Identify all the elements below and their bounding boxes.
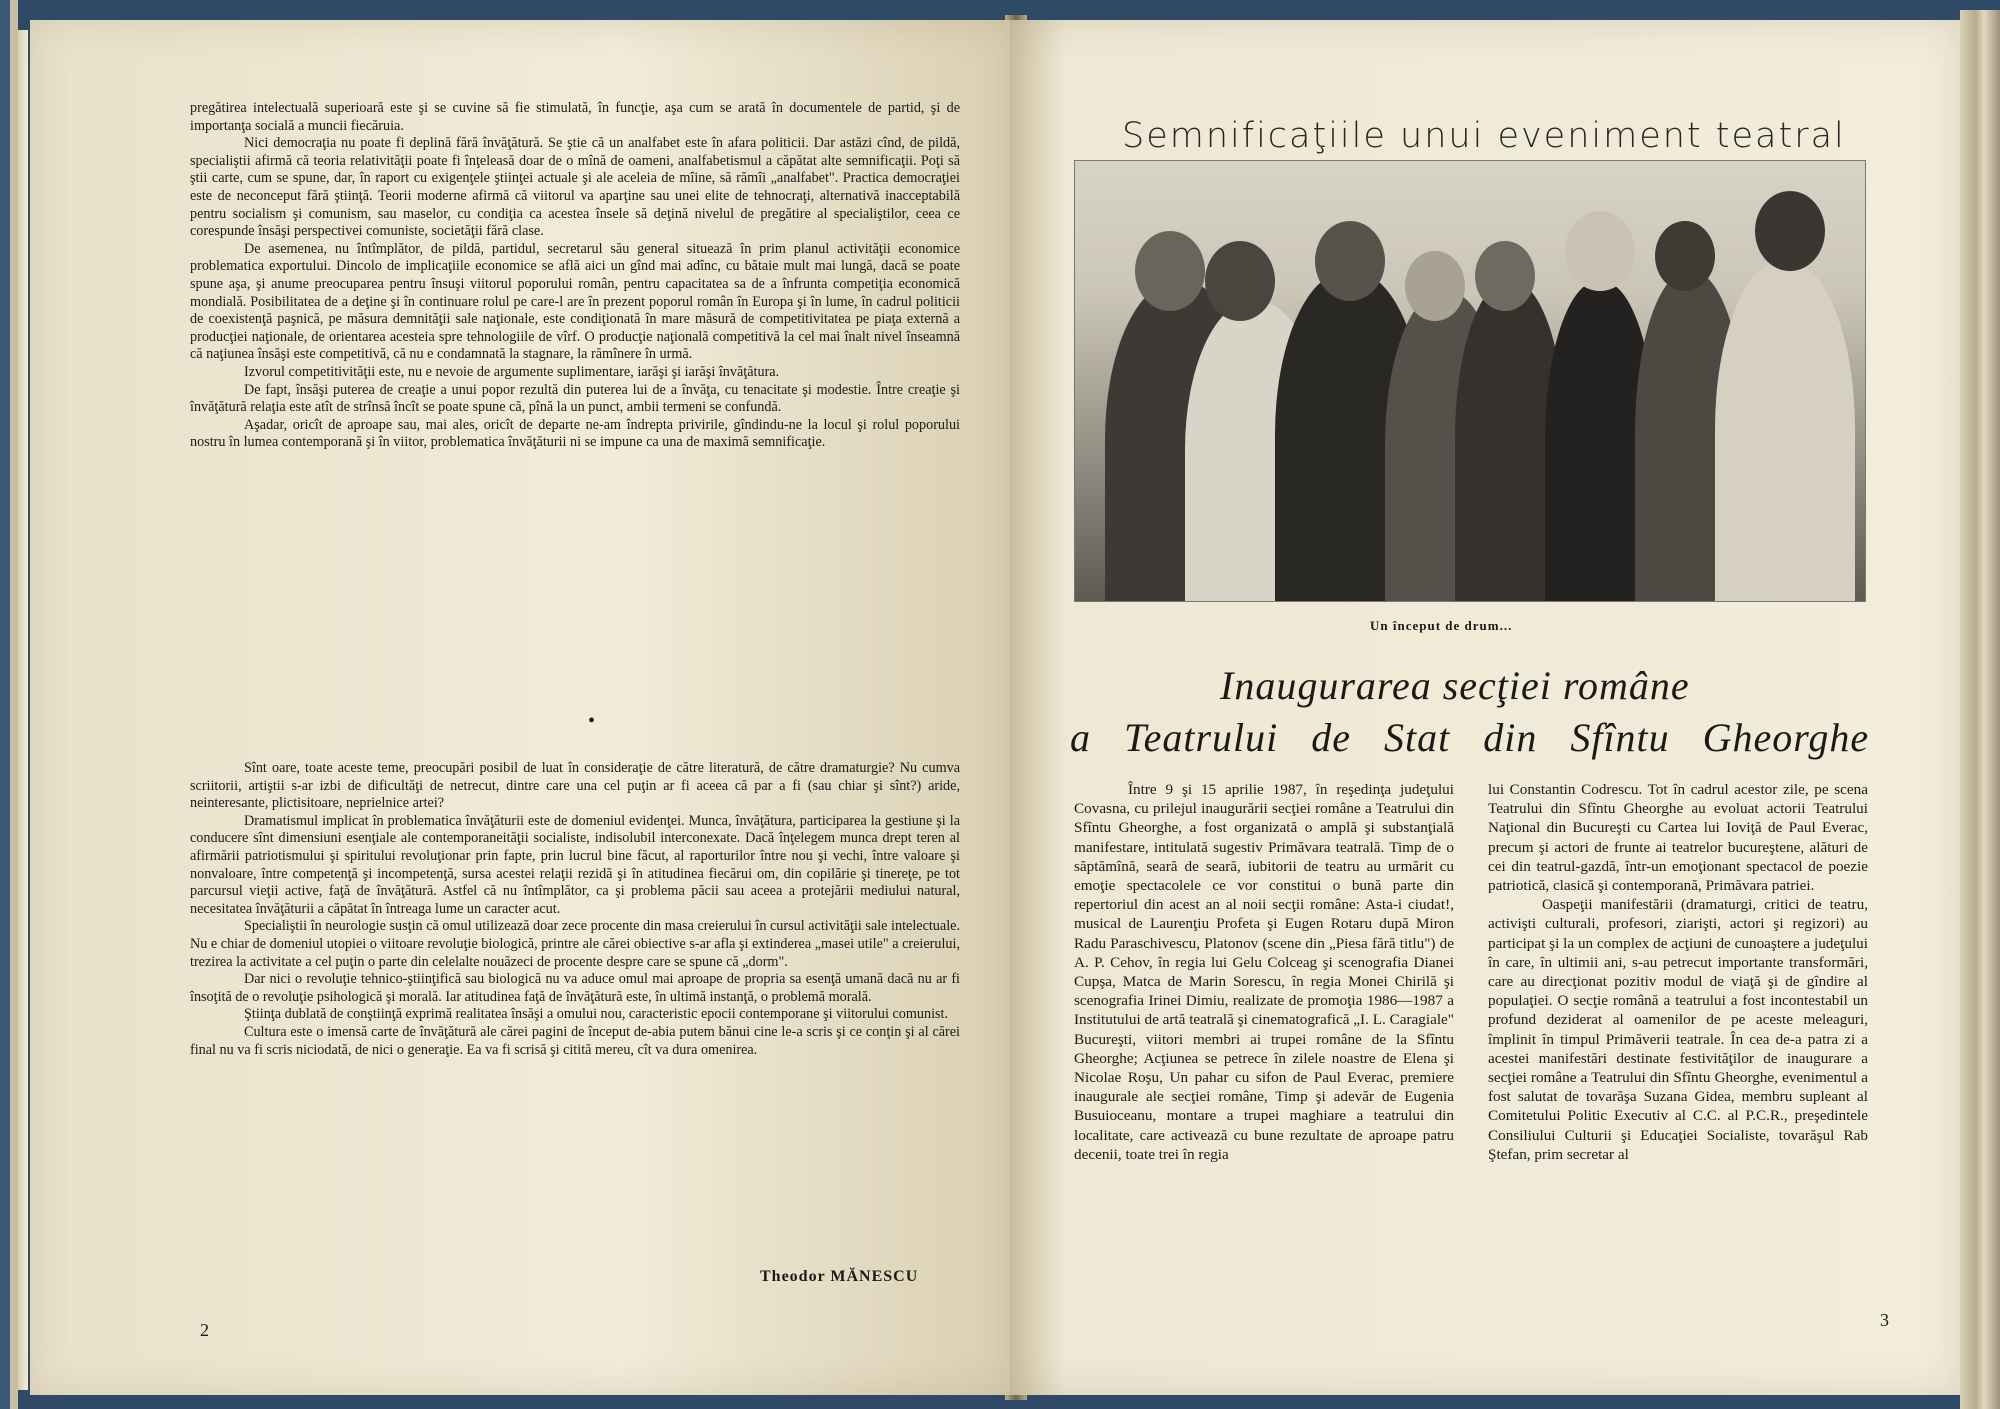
paragraph: lui Constantin Codrescu. Tot în cadrul acestor zile, pe scena Teatrului din Sfîntu Gheorghe au evoluat actorii Teatrului Naţional din Bucureşti cu Cartea lui Ioviţă de Paul Everac, precum şi actori de frunte ai teatrelor bucureştene, alături de cei din teatrul-gazdă, într-un emoţionant spectacol de poezie patriotică, clasică şi contemporană, Primăvara patriei. [1488, 781, 1868, 895]
paragraph: Între 9 şi 15 aprilie 1987, în reşedinţa judeţului Covasna, cu prilejul inaugurării secţiei române a Teatrului din Sfîntu Gheorghe, a fost organizată o amplă şi substanţială manifestare, intitulată sugestiv Primăvara teatrală. Timp de o săptămînă, seară de seară, iubitorii de teatru au urmărit cu emoţie spectacolele ce vor constitui o bună parte din repertoriul din acest an al noii secţii române: Asta-i ciudat!, musical de Laurenţiu Profeta şi Eugen Rotaru după Miron Radu Paraschivescu, Platonov (scene din „Piesa fără titlu") de A. P. Cehov, în regia lui Gelu Colceag şi scenografia Dianei Cupşa, Matca de Marin Sorescu, în regia Monei Chirilă şi scenografia Irinei Dimiu, realizate de promoţia 1986—1987 a Institutului de artă teatrală şi cinematografică „I. L. Caragiale" Bucureşti, viitori membri ai trupei române de la Sfîntu Gheorghe; Acţiunea se petrece în zilele noastre de Elena şi Nicolae Roşu, Un pahar cu sifon de Paul Everac, premiere inaugurale ale secţiei române, Timp şi adevăr de Eugenia Busuioceanu, montare a trupei maghiare a teatrului din localitate, care activează cu bune rezultate de aproape patru decenii, toate trei în regia [1074, 781, 1454, 1163]
paragraph: Oaspeţii manifestării (dramaturgi, critici de teatru, activişti culturali, profesori, ziarişti, actori şi regizori) au participat şi la un complex de acţiuni de cunoaştere a judeţului în care, în ultimii ani, s-au petrecut importante transformări, care au direcţionat pozitiv modul de viaţă şi de gîndire al populaţiei. O secţie română a teatrului a fost incontestabil un profund deziderat al oamenilor de pe aceste meleaguri, împlinit în timpul Primăverii teatrale. În cea de-a patra zi a acestei manifestări destinate festivităţilor de inaugurare a secţiei române a Teatrului din Sfîntu Gheorghe, evenimentul a fost salutat de tovarăşa Suzana Gidea, membru supleant al Comitetului Politic Executiv al C.C. al P.C.R., preşedintele Consiliului Culturii şi Educaţiei Socialiste, tovarăşul Rab Ştefan, prim secretar al [1488, 896, 1868, 1163]
left-top-text [190, 100, 960, 452]
article-headline [1070, 660, 1870, 764]
paragraph: Dar nici o revoluţie tehnico-ştiinţifică sau biologică nu va aduce omul mai aproape de propria sa esenţă umană dacă nu ar fi însoţită de o revoluţie psihologică şi morală. Iar atitudinea faţă de învăţătură este, în ultimă instanţă, o problemă morală. [190, 971, 960, 1005]
paragraph: Specialiştii în neurologie susţin că omul utilizează doar zece procente din masa creierului în cursul activităţii sale intelectuale. Nu e chiar de domeniul utopiei o viitoare revoluţie biologică, printre ale cărei obiective s-ar afla şi extinderea „masei utile" a creierului, trezirea la activitate a cel puţin o parte din celelalte nouăzeci de procente despre care se spune că „dorm". [190, 918, 960, 970]
paragraph: pregătirea intelectuală superioară este şi se cuvine să fie stimulată, în funcţie, aşa cum se arată în documentele de partid, şi de importanţa socială a muncii fiecăruia. [190, 100, 960, 134]
article-column-1 [1074, 780, 1454, 1164]
photo-figure [1205, 241, 1275, 321]
photo-figure [1755, 191, 1825, 271]
group-photo [1074, 160, 1866, 602]
paragraph: De asemenea, nu întîmplător, de pildă, partidul, secretarul său general situează în prim planul activităţii economice problematica exportului. Dincolo de implicaţiile economice se află aici un gînd mai adînc, cu bătaie mult mai lungă, dacă se poate spune aşa, şi anume preocuparea pentru însuşi viitorul poporului român, pentru capacitatea sa de a înfrunta competiţia economică mondială. Posibilitatea de a deţine şi în continuare rolul pe care-l are în prezent poporul român în Europa şi în lume, în cadrul politicii de coexistenţă paşnică, pe măsura demnităţii sale naţionale, este condiţionată în mare măsură de competitivitatea pe piaţa externă a producţiei naţionale, de orientarea acesteia spre tehnologiile de vîrf. O producţie naţională competitivă la cel mai înalt nivel înseamnă că naţiunea însăşi este competitivă, că nu e condamnată la stagnare, la rămînere în urmă. [190, 240, 960, 363]
headline-line-1: Inaugurarea secţiei române [1220, 663, 1690, 708]
photo-figure [1565, 211, 1635, 291]
photo-figure [1715, 261, 1855, 602]
article-column-2 [1488, 780, 1868, 1164]
left-bottom-text [190, 760, 960, 1059]
right-page [1010, 20, 1960, 1395]
paragraph: Ştiinţa dublată de conştiinţă exprimă realitatea însăşi a omului nou, caracteristic epocii contemporane şi viitorului comunist. [244, 1006, 949, 1023]
paragraph: De fapt, însăşi puterea de creaţie a unui popor rezultă din puterea lui de a învăţa, cu tenacitate şi modestie. Între creaţie şi învăţătură relaţia este atît de strînsă încît se poate spune că, pînă la un punct, ambii termeni se confundă. [190, 381, 960, 416]
photo-figure [1135, 231, 1205, 311]
photo-figure [1475, 241, 1535, 311]
photo-caption: Un început de drum... [1370, 618, 1513, 633]
photo-figure [1315, 221, 1385, 301]
page-edge [18, 30, 28, 1390]
paragraph: Nici democraţia nu poate fi deplină fără învăţătură. Se ştie că un analfabet este în afara politicii. Dar astăzi cînd, de pildă, specialiştii afirmă că teoria relativităţii poate fi înţeleasă doar de o mînă de oameni, analfabetismul a căpătat alte semnificaţii. Poţi să ştii carte, cum se spune, dar, în raport cu exigenţele ştiinţei actuale şi ale aceleia de mîine, să rămîi „analfabet". Practica democraţiei este de neconceput fără ştiinţă. Teorii moderne afirmă că viitorul va aparţine sau unei elite de tehnocraţi, alternativă inacceptabilă pentru socialism şi comunism, sau maselor, cu condiţia ca acestea însele să deţină nivelul de pregătire al specialiştilor, ceea ce corespunde însăşi perspectivei comuniste, societăţii fără clase. [190, 135, 960, 240]
left-page [30, 20, 1015, 1395]
page-number: 3 [1880, 1310, 1889, 1330]
paragraph: Dramatismul implicat în problematica învăţăturii este de domeniul evidenţei. Munca, învăţătura, participarea la gestiune şi la conducere sînt dimensiuni esenţiale ale contemporaneităţii socialiste, indisolubil interconexate. Dacă înţelegem munca drept teren al afirmării patriotismului şi spiritului revoluţionar prin fapte, prin lucrul bine făcut, al raporturilor între nou şi vechi, între valoare şi nonvaloare, între competenţă şi incompetenţă, sursa acestei relaţii rezidă şi în atitudinea fiecărui om, din copilărie şi tinereţe, pe tot parcursul vieţii active, faţă de învăţătură. Astfel că nu întîmplător, ca şi problema păcii sau aceea a protejării mediului natural, necesitatea învăţăturii a căpătat în întreaga lume un caracter acut. [190, 812, 960, 917]
section-separator: • [588, 710, 596, 732]
page-stack-edge [1960, 10, 2000, 1409]
paragraph: Izvorul competitivităţii este, nu e nevoie de argumente suplimentare, iarăşi şi iarăşi învăţătura. [244, 363, 780, 380]
photo-figure [1655, 221, 1715, 291]
paragraph: Cultura este o imensă carte de învăţătură ale cărei pagini de început de-abia putem bănui cine le-a scris şi ce conţin şi al cărei final nu va fi scris niciodată, de nici o generaţie. Ea va fi scrisă şi citită mereu, cît va dura omenirea. [190, 1023, 960, 1058]
paragraph: Sînt oare, toate aceste teme, preocupări posibil de luat în consideraţie de către literatură, de către dramaturgie? Nu cumva scriitorii, artiştii s-ar izbi de dificultăţi de netrecut, dintre care una cel puţin ar fi aceea că par a fi (sau chiar şi sînt?) aride, neinteresante, plictisitoare, neprielnice artei? [190, 760, 960, 812]
author-signature: Theodor MĂNESCU [760, 1268, 919, 1285]
photo-figure [1405, 251, 1465, 321]
page-number: 2 [200, 1320, 209, 1340]
paragraph: Aşadar, oricît de aproape sau, mai ales, oricît de departe ne-am îndrepta privirile, gîndindu-ne la locul şi rolul poporului nostru în lumea contemporană şi în viitor, problematica învăţăturii ni se impune ca una de maximă semnificaţie. [190, 416, 960, 451]
section-title: Semnificaţiile unui eveniment teatral [1122, 116, 1846, 156]
headline-line-2: a Teatrului de Stat din Sfîntu Gheorghe [1070, 715, 1870, 760]
